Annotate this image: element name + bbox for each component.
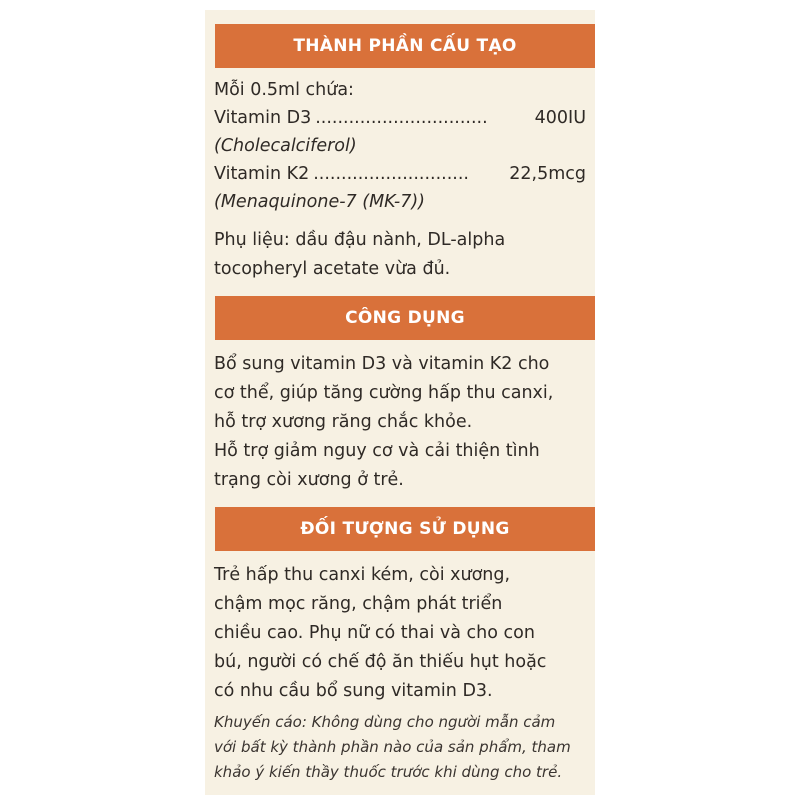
leader-dots: ............................ [313, 164, 469, 184]
uses-line: Hỗ trợ giảm nguy cơ và cải thiện tình [214, 441, 540, 461]
ingredient-name: Vitamin K2 [214, 164, 310, 184]
composition-intro: Mỗi 0.5ml chứa: [214, 80, 354, 100]
warning-line: Khuyến cáo: Không dùng cho người mẫn cảm [214, 713, 556, 731]
users-line: chiều cao. Phụ nữ có thai và cho con [214, 623, 535, 643]
users-line: có nhu cầu bổ sung vitamin D3. [214, 681, 493, 701]
excipients-line: Phụ liệu: dầu đậu nành, DL-alpha [214, 230, 506, 250]
composition-block [214, 78, 586, 284]
label-panel [205, 10, 595, 795]
ingredient-name: Vitamin D3 [214, 108, 312, 128]
ingredient-note: (Menaquinone-7 (MK-7)) [214, 192, 425, 212]
excipients-line: tocopheryl acetate vừa đủ. [214, 259, 451, 279]
uses-text [214, 350, 586, 495]
users-line: bú, người có chế độ ăn thiếu hụt hoặc [214, 652, 547, 672]
users-line: Trẻ hấp thu canxi kém, còi xương, [214, 565, 511, 585]
warning-text [214, 710, 586, 785]
leader-dots: ............................... [315, 108, 488, 128]
uses-line: hỗ trợ xương răng chắc khỏe. [214, 412, 473, 432]
excipients [214, 226, 586, 284]
uses-line: trạng còi xương ở trẻ. [214, 470, 404, 490]
composition-header: THÀNH PHẦN CẤU TẠO [215, 24, 595, 68]
ingredient-row-k2 [214, 162, 586, 186]
warning-line: khảo ý kiến thầy thuốc trước khi dùng cho trẻ. [214, 763, 563, 781]
users-header: ĐỐI TƯỢNG SỬ DỤNG [215, 507, 595, 551]
users-text [214, 561, 586, 706]
uses-line: cơ thể, giúp tăng cường hấp thu canxi, [214, 383, 554, 403]
uses-header: CÔNG DỤNG [215, 296, 595, 340]
uses-line: Bổ sung vitamin D3 và vitamin K2 cho [214, 354, 550, 374]
warning-line: với bất kỳ thành phần nào của sản phẩm, tham [214, 738, 571, 756]
ingredient-row-d3 [214, 106, 586, 130]
ingredient-note: (Cholecalciferol) [214, 136, 357, 156]
ingredient-amount: 400IU [534, 108, 586, 128]
users-line: chậm mọc răng, chậm phát triển [214, 594, 503, 614]
ingredient-amount: 22,5mcg [509, 164, 586, 184]
